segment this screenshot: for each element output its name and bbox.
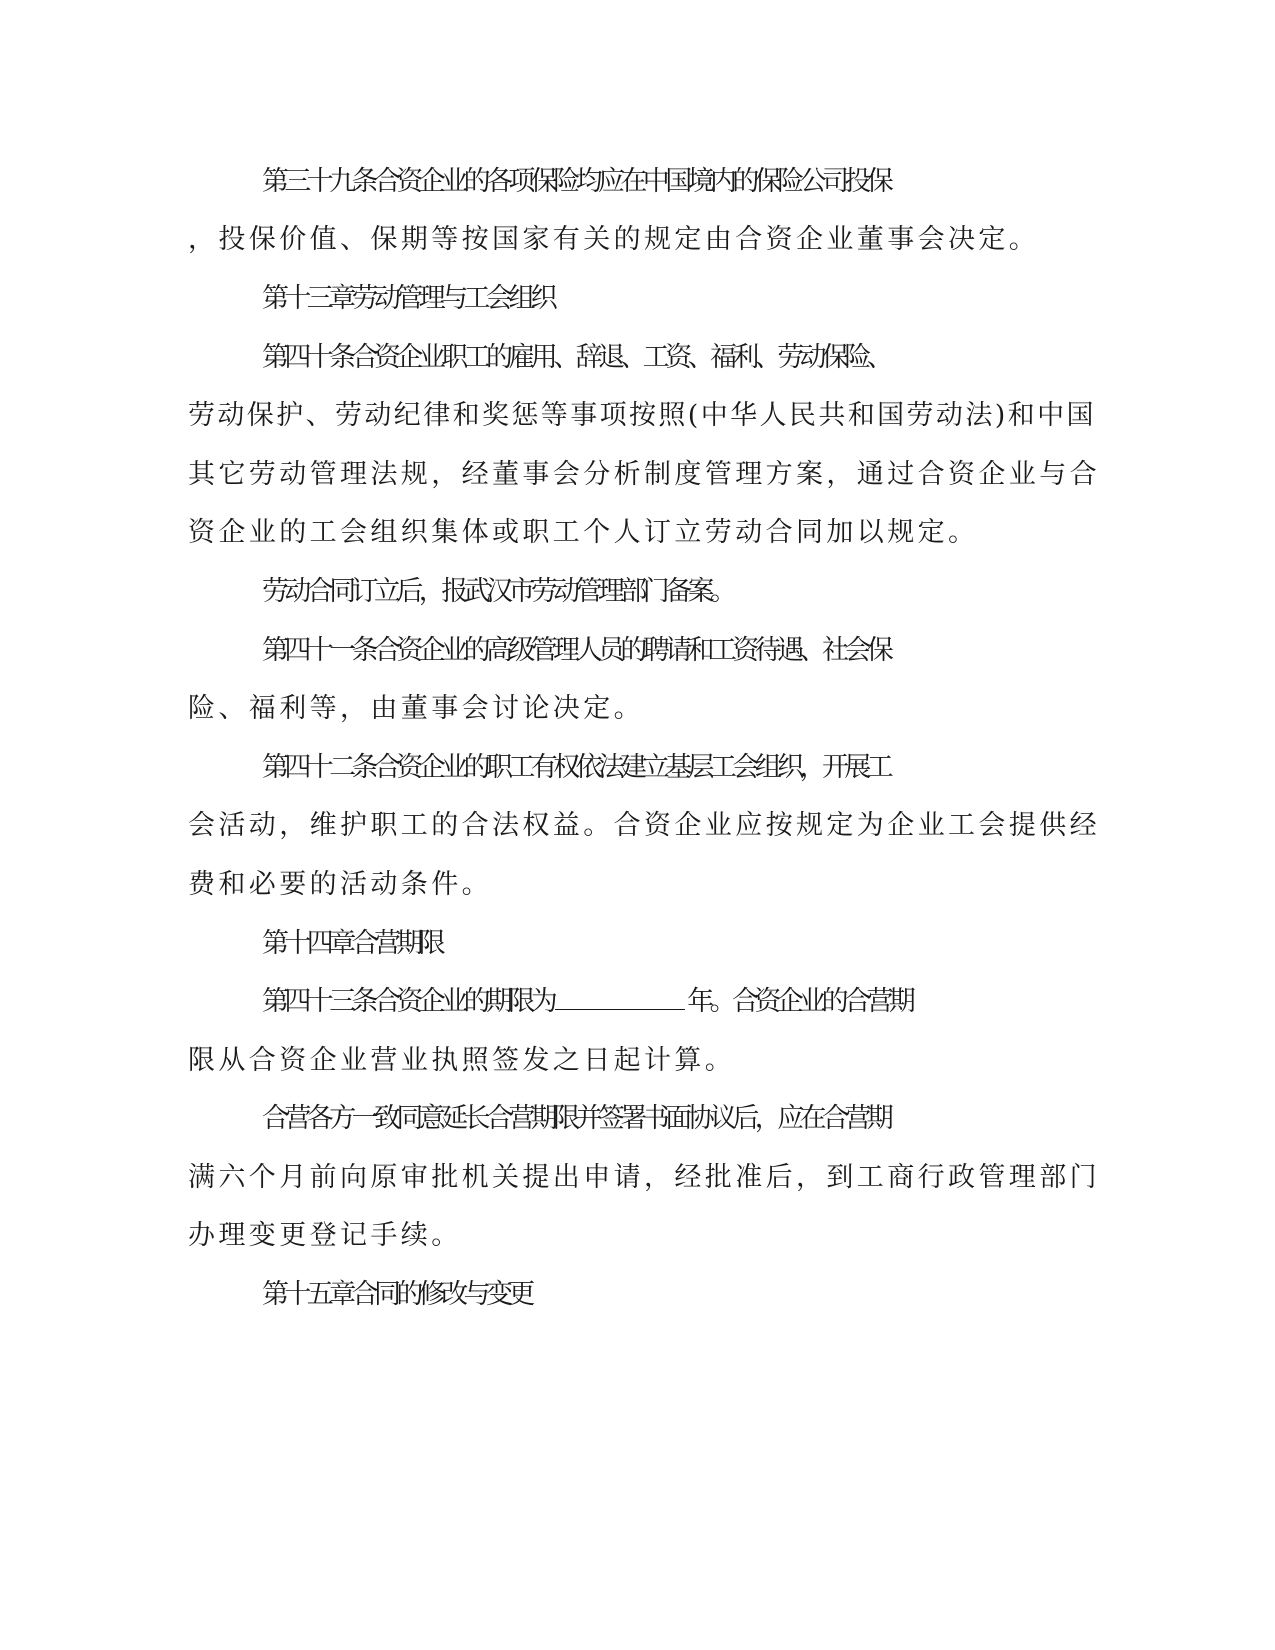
- article-40-line-2: 劳动保护、劳动纪律和奖惩等事项按照(中华人民共和国劳动法)和中国: [188, 400, 1096, 431]
- chapter-15-heading: 第十五章合同的修改与变更: [262, 1279, 531, 1310]
- article-43-text-before-blank: 第四十三条合资企业的期限为: [262, 986, 554, 1017]
- article-43-text-after-blank: 年。合资企业的合营期: [687, 986, 912, 1017]
- extension-line-1: 合营各方一致同意延长合营期限并签署书面协议后，应在合营期: [262, 1103, 890, 1134]
- article-41-line-2: 险、福利等，由董事会讨论决定。: [188, 693, 644, 724]
- article-40-line-4: 资企业的工会组织集体或职工个人订立劳动合同加以规定。: [188, 517, 979, 548]
- article-43-line-2: 限从合资企业营业执照签发之日起计算。: [188, 1045, 736, 1076]
- article-42-line-2: 会活动，维护职工的合法权益。合资企业应按规定为企业工会提供经: [188, 810, 1100, 841]
- chapter-13-heading: 第十三章劳动管理与工会组织: [262, 283, 554, 314]
- article-42-line-3: 费和必要的活动条件。: [188, 869, 492, 900]
- article-39-line-2: ，投保价值、保期等按国家有关的规定由合资企业董事会决定。: [188, 224, 1040, 255]
- article-41-line-1: 第四十一条合资企业的高级管理人员的聘请和工资待遇、社会保: [262, 635, 890, 666]
- article-39-line-1: 第三十九条合资企业的各项保险均应在中国境内的保险公司投保: [262, 166, 890, 197]
- article-40-line-1: 第四十条合资企业职工的雇用、辞退、工资、福利、劳动保险、: [262, 342, 890, 373]
- article-42-line-1: 第四十二条合资企业的职工有权依法建立基层工会组织，开展工: [262, 752, 890, 783]
- extension-line-3: 办理变更登记手续。: [188, 1220, 462, 1251]
- extension-line-2: 满六个月前向原审批机关提出申请，经批准后，到工商行政管理部门: [188, 1162, 1100, 1193]
- chapter-14-heading: 第十四章合营期限: [262, 928, 442, 959]
- term-years-blank[interactable]: [555, 985, 685, 1010]
- article-43-line-1: [262, 982, 1162, 1022]
- article-40-line-3: 其它劳动管理法规，经董事会分析制度管理方案，通过合资企业与合: [188, 459, 1100, 490]
- labor-contract-filing: 劳动合同订立后，报武汉市劳动管理部门备案。: [262, 576, 733, 607]
